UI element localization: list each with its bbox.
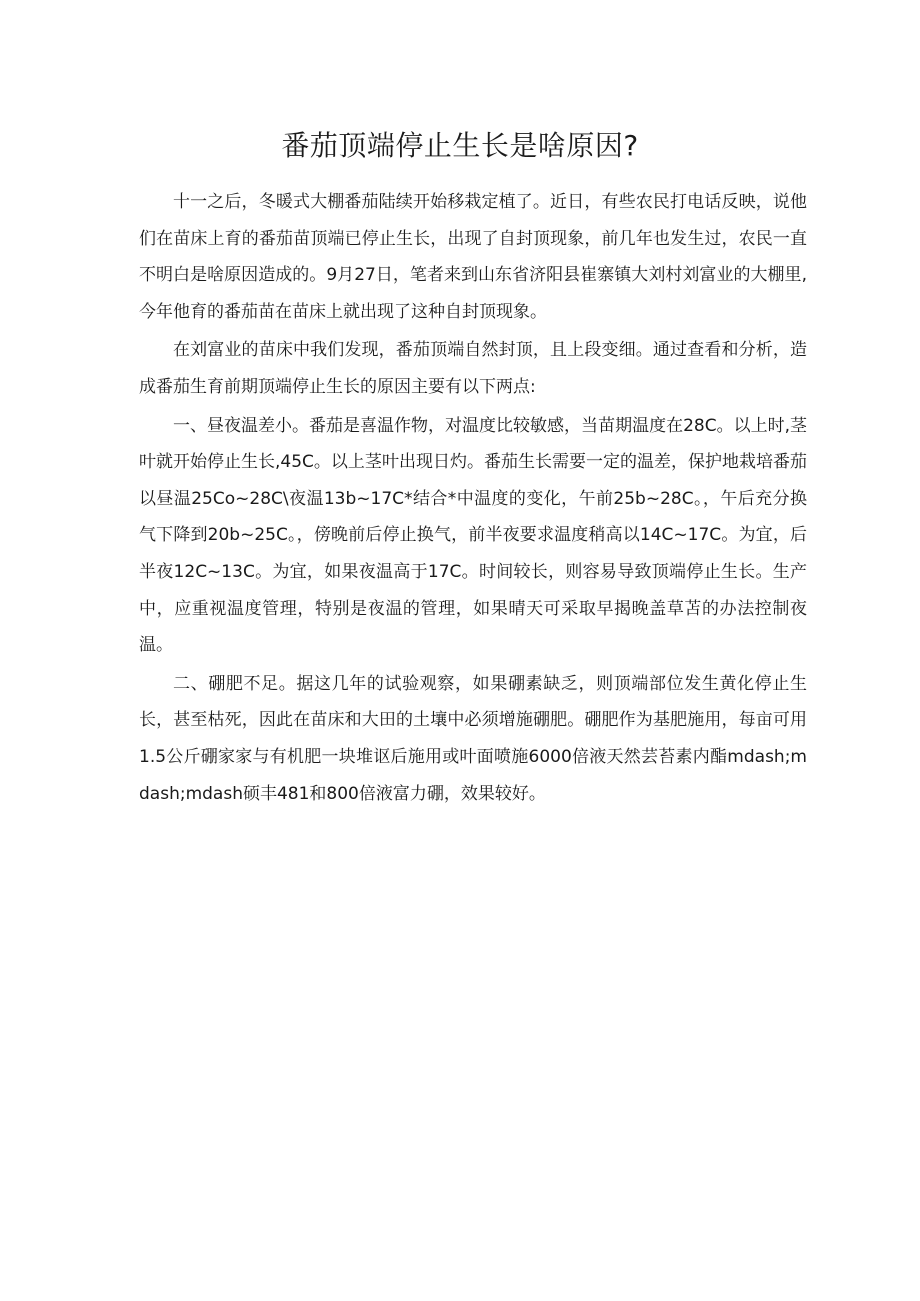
- paragraph-findings: 在刘富业的苗床中我们发现，番茄顶端自然封顶，且上段变细。通过查看和分析，造成番茄生育前期顶端停止生长的原因主要有以下两点:: [139, 340, 807, 397]
- document-title: 番茄顶端停止生长是啥原因?: [281, 129, 639, 162]
- paragraph-cause-temperature: 一、昼夜温差小。番茄是喜温作物，对温度比较敏感，当苗期温度在28C。以上时,茎叶就开始停止生长,45C。以上茎叶出现日灼。番茄生长需要一定的温差，保护地栽培番茄以昼温25Co~28C\夜温13b~17C*结合*中温度的变化，午前25b~28C。，午后充分换气下降到20b~25C。，傍晚前后停止换气，前半夜要求温度稍高以14C~17C。为宜，后半夜12C~13C。为宜，如果夜温高于17C。时间较长，则容易导致顶端停止生长。生产中，应重视温度管理，特别是夜温的管理，如果晴天可采取早揭晚盖草苫的办法控制夜温。: [139, 415, 807, 656]
- paragraph-intro: 十一之后，冬暖式大棚番茄陆续开始移栽定植了。近日，有些农民打电话反映，说他们在苗床上育的番茄苗顶端已停止生长，出现了自封顶现象，前几年也发生过，农民一直不明白是啥原因造成的。9月27日，笔者来到山东省济阳县崔寨镇大刘村刘富业的大棚里,今年他育的番茄苗在苗床上就出现了这种自封顶现象。: [139, 192, 807, 322]
- document-body: [139, 184, 807, 814]
- paragraph-cause-boron: 二、硼肥不足。据这几年的试验观察，如果硼素缺乏，则顶端部位发生黄化停止生长，甚至枯死，因此在苗床和大田的土壤中必须增施硼肥。硼肥作为基肥施用，每亩可用1.5公斤硼家家与有机肥一块堆讴后施用或叶面喷施6000倍液天然芸苔素内酯mdash;mdash;mdash硕丰481和800倍液富力硼，效果较好。: [139, 673, 807, 804]
